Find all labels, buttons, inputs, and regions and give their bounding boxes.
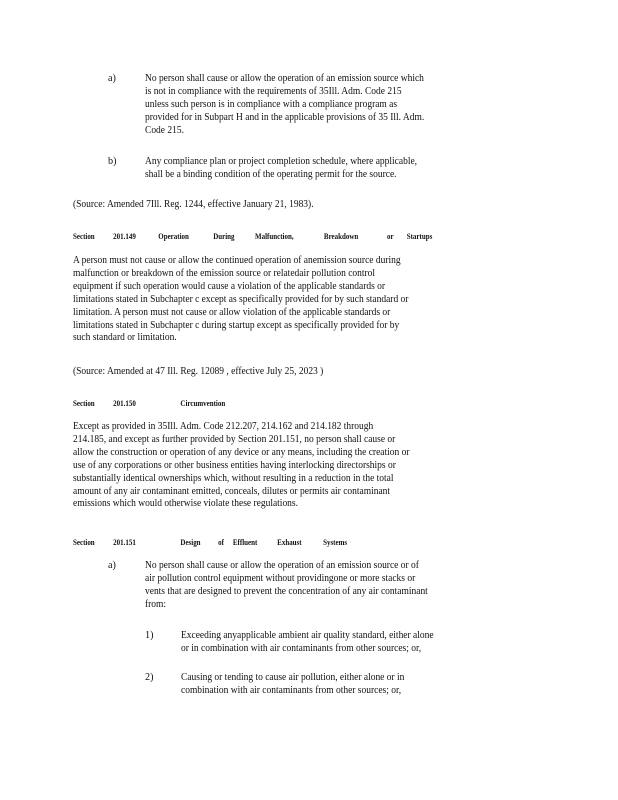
text-line: Exceeding anyapplicable ambient air quality standard, either alone [181, 630, 434, 641]
heading-number: 201.150 [113, 398, 136, 408]
paragraph-a [145, 73, 424, 138]
text-line: limitations stated in Subchapter c during startup except as specifically provided for by [73, 319, 400, 331]
heading-word: of [218, 537, 224, 547]
heading-word: or [387, 231, 394, 241]
list-marker-a: a) [108, 73, 116, 84]
text-line: unless such person is in compliance with a compliance program as [145, 98, 398, 110]
list-marker-2: 2) [145, 672, 154, 683]
heading-label: Section [73, 537, 95, 547]
text-line: amount of any air contaminant emitted, conceals, dilutes or permits air contaminant [73, 485, 391, 497]
text-line: A person must not cause or allow the continued operation of anemission source during [73, 255, 401, 266]
list-marker-a: a) [108, 560, 116, 571]
heading-word: Effluent [232, 537, 258, 547]
heading-word: Breakdown [323, 231, 359, 241]
paragraph-151-a [145, 560, 428, 612]
text-line: 214.185, and except as further provided by Section 201.151, no person shall cause or [73, 433, 396, 445]
text-line: use of any corporations or other business entities having interlocking directorships or [73, 459, 396, 471]
section-heading-201-149 [73, 230, 483, 242]
text-line: allow the construction or operation of any device or any means, including the creation or [73, 446, 410, 458]
heading-number: 201.151 [113, 537, 136, 547]
text-line: Causing or tending to cause air pollution, either alone or in [181, 672, 405, 683]
heading-word: Circumvention [180, 398, 226, 408]
list-marker-1: 1) [145, 630, 154, 641]
text-line: emissions which would otherwise violate these regulations. [73, 498, 298, 510]
text-line: is not in compliance with the requirements of 35Ill. Adm. Code 215 [145, 85, 402, 97]
text-line: malfunction or breakdown of the emission source or relatedair pollution control [73, 267, 376, 279]
text-line: such standard or limitation. [73, 332, 177, 344]
heading-word: Systems [323, 537, 348, 547]
text-line: equipment if such operation would cause a violation of the applicable standards or [73, 280, 386, 292]
paragraph-b [145, 156, 417, 182]
heading-word: Malfunction, [255, 231, 294, 241]
list-marker-b: b) [108, 156, 117, 167]
section-heading-201-151 [73, 536, 401, 548]
text-line: shall be a binding condition of the operating permit for the source. [145, 168, 397, 180]
section-201-149-body [73, 255, 408, 345]
text-line: Except as provided in 35Ill. Adm. Code 212.207, 214.162 and 214.182 through [73, 421, 374, 432]
text-line: vents that are designed to prevent the concentration of any air contaminant [145, 585, 428, 597]
heading-label: Section [73, 398, 95, 408]
text-line: or in combination with air contaminants from other sources; or, [181, 642, 422, 654]
heading-word: Startups [406, 231, 433, 241]
text-line: limitation. A person must not cause or allow violation of the applicable standards or [73, 306, 391, 318]
heading-word: Operation [158, 231, 189, 241]
heading-word: Exhaust [277, 537, 302, 547]
text-line: combination with air contaminants from other sources; or, [181, 684, 402, 696]
text-line: provided for in Subpart H and in the applicable provisions of 35 Ill. Adm. [145, 111, 425, 123]
heading-label: Section [73, 231, 95, 241]
text-line: No person shall cause or allow the operation of an emission source or of [145, 560, 419, 571]
source-note-1: (Source: Amended 7Ill. Reg. 1244, effective January 21, 1983). [73, 199, 314, 210]
text-line: Code 215. [145, 124, 184, 136]
text-line: limitations stated in Subchapter c except as specifically provided for by such standard or [73, 293, 409, 305]
heading-word: During [213, 231, 235, 241]
heading-number: 201.149 [113, 231, 136, 241]
text-line: substantially identical ownerships which, without resulting in a reduction in the total [73, 472, 394, 484]
section-201-150-body [73, 421, 410, 511]
text-line: air pollution control equipment without providingone or more stacks or [145, 572, 416, 584]
paragraph-151-a-1 [181, 630, 434, 656]
text-line: Any compliance plan or project completion schedule, where applicable, [145, 156, 418, 167]
section-heading-201-150 [73, 397, 319, 409]
paragraph-151-a-2 [181, 672, 404, 698]
text-line: from: [145, 598, 167, 610]
source-note-2: (Source: Amended at 47 Ill. Reg. 12089 , effective July 25, 2023 ) [73, 366, 324, 377]
heading-word: Design [180, 537, 201, 547]
text-line: No person shall cause or allow the operation of an emission source which [145, 73, 424, 84]
